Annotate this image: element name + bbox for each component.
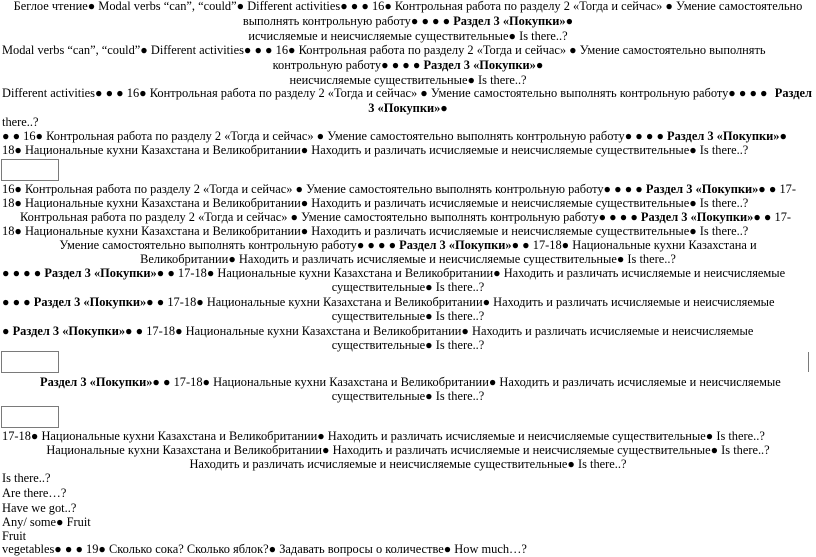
text-line: ● ● 16● Контрольная работа по разделу 2 «Тогда и сейчас» ● Умение самостоятельно выполнять контрольную работу● ● ● ● Раздел 3 «Покупки»● bbox=[2, 129, 787, 143]
text-line: ● ● ● Раздел 3 «Покупки»● ● 17-18● Национальные кухни Казахстана и Великобритании● Находить и различать исчисляемые и неисчисляемые bbox=[2, 295, 775, 309]
empty-box bbox=[1, 351, 59, 373]
text-line: Беглое чтение● Modal verbs “can”, “could”● Different activities● ● ● 16● Контрольная работа по разделу 2 «Тогда и сейчас» ● Умение самостоятельно bbox=[13, 0, 803, 13]
text-line: выполнять контрольную работу● ● ● ● Раздел 3 «Покупки»● bbox=[242, 14, 574, 28]
empty-box bbox=[1, 406, 59, 428]
text-line: Different activities● ● ● 16● Контрольная работа по разделу 2 «Тогда и сейчас» ● Умение самостоятельно выполнять контрольную работу● ● ● ● bbox=[2, 86, 768, 100]
section-heading: Раздел 3 «Покупки»● bbox=[44, 266, 165, 280]
text-line: ● ● ● ● Раздел 3 «Покупки»● ● 17-18● Национальные кухни Казахстана и Великобритании● Находить и различать исчисляемые и неисчисляемые bbox=[2, 266, 786, 280]
vertical-rule bbox=[808, 352, 809, 372]
section-heading: Раздел 3 «Покупки»● bbox=[399, 238, 520, 252]
section-heading: Раздел 3 «Покупки»● bbox=[40, 375, 160, 389]
text-line: существительные● Is there..? bbox=[331, 389, 485, 403]
section-heading: Раздел 3 «Покупки»● bbox=[640, 210, 761, 224]
text-line: контрольную работу● ● ● ● Раздел 3 «Покупки»● bbox=[272, 58, 544, 72]
empty-box bbox=[1, 159, 59, 181]
text-line: Умение самостоятельно выполнять контрольную работу● ● ● ● Раздел 3 «Покупки»● ● 17-18● Национальные кухни Казахстана и bbox=[59, 238, 757, 252]
text-line: there..? bbox=[2, 115, 39, 129]
text-line: ● Раздел 3 «Покупки»● ● 17-18● Национальные кухни Казахстана и Великобритании● Находить и различать исчисляемые и неисчисляемые bbox=[2, 324, 754, 338]
text-line bbox=[0, 101, 816, 116]
section-heading: 3 «Покупки»● bbox=[368, 101, 448, 115]
text-line: 16● Контрольная работа по разделу 2 «Тогда и сейчас» ● Умение самостоятельно выполнять контрольную работу● ● ● ● Раздел 3 «Покупки»● ● 17- bbox=[2, 182, 796, 196]
section-heading: Раздел 3 «Покупки»● bbox=[12, 324, 133, 338]
text-line: 18● Национальные кухни Казахстана и Великобритании● Находить и различать исчисляемые и неисчисляемые существительные● Is there..? bbox=[2, 143, 749, 157]
section-heading: Раздел 3 «Покупки»● bbox=[33, 295, 154, 309]
text-line: Контрольная работа по разделу 2 «Тогда и сейчас» ● Умение самостоятельно выполнять контрольную работу● ● ● ● Раздел 3 «Покупки»● ● 17- bbox=[20, 210, 792, 224]
text-line: существительные● Is there..? bbox=[331, 309, 485, 323]
text-line: Are there…? bbox=[2, 486, 67, 500]
section-heading: Раздел 3 «Покупки»● bbox=[645, 182, 766, 196]
text-line: Have we got..? bbox=[2, 501, 77, 515]
text-line: существительные● Is there..? bbox=[331, 338, 485, 352]
text-line: Modal verbs “can”, “could”● Different activities● ● ● 16● Контрольная работа по разделу 2 «Тогда и сейчас» ● Умение самостоятельно выполнять bbox=[2, 43, 766, 57]
text-line: существительные● Is there..? bbox=[331, 280, 485, 294]
text-line: 18● Национальные кухни Казахстана и Великобритании● Находить и различать исчисляемые и неисчисляемые существительные● Is there..? bbox=[2, 224, 749, 238]
text-line: Находить и различать исчисляемые и неисчисляемые существительные● Is there..? bbox=[189, 457, 627, 471]
text-line: Is there..? bbox=[2, 471, 51, 485]
text-line: Any/ some● Fruit bbox=[2, 515, 91, 529]
text-line: неисчисляемые существительные● Is there..? bbox=[289, 73, 527, 87]
section-heading: Раздел 3 «Покупки»● bbox=[423, 58, 544, 72]
text-line: Fruit bbox=[2, 529, 27, 543]
section-heading: Раздел 3 «Покупки»● bbox=[667, 129, 787, 143]
section-heading: Раздел 3 «Покупки»● bbox=[453, 14, 574, 28]
text-line: Раздел 3 «Покупки»● ● 17-18● Национальные кухни Казахстана и Великобритании● Находить и различать исчисляемые и неисчисляемые bbox=[40, 375, 781, 389]
text-line: 17-18● Национальные кухни Казахстана и Великобритании● Находить и различать исчисляемые и неисчисляемые существительные● Is there..? bbox=[2, 429, 765, 443]
text-line: исчисляемые и неисчисляемые существительные● Is there..? bbox=[248, 29, 568, 43]
section-heading: Раздел bbox=[774, 86, 812, 100]
text-line: Великобритании● Находить и различать исчисляемые и неисчисляемые существительные● Is there..? bbox=[140, 252, 676, 266]
text-line: Национальные кухни Казахстана и Великобритании● Находить и различать исчисляемые и неисчисляемые существительные● Is there..? bbox=[46, 443, 770, 457]
text-line bbox=[775, 86, 812, 101]
text-line: 18● Национальные кухни Казахстана и Великобритании● Находить и различать исчисляемые и неисчисляемые существительные● Is there..? bbox=[2, 196, 749, 210]
text-line: vegetables● ● ● 19● Сколько сока? Сколько яблок?● Задавать вопросы о количестве● How much…? bbox=[2, 542, 527, 556]
